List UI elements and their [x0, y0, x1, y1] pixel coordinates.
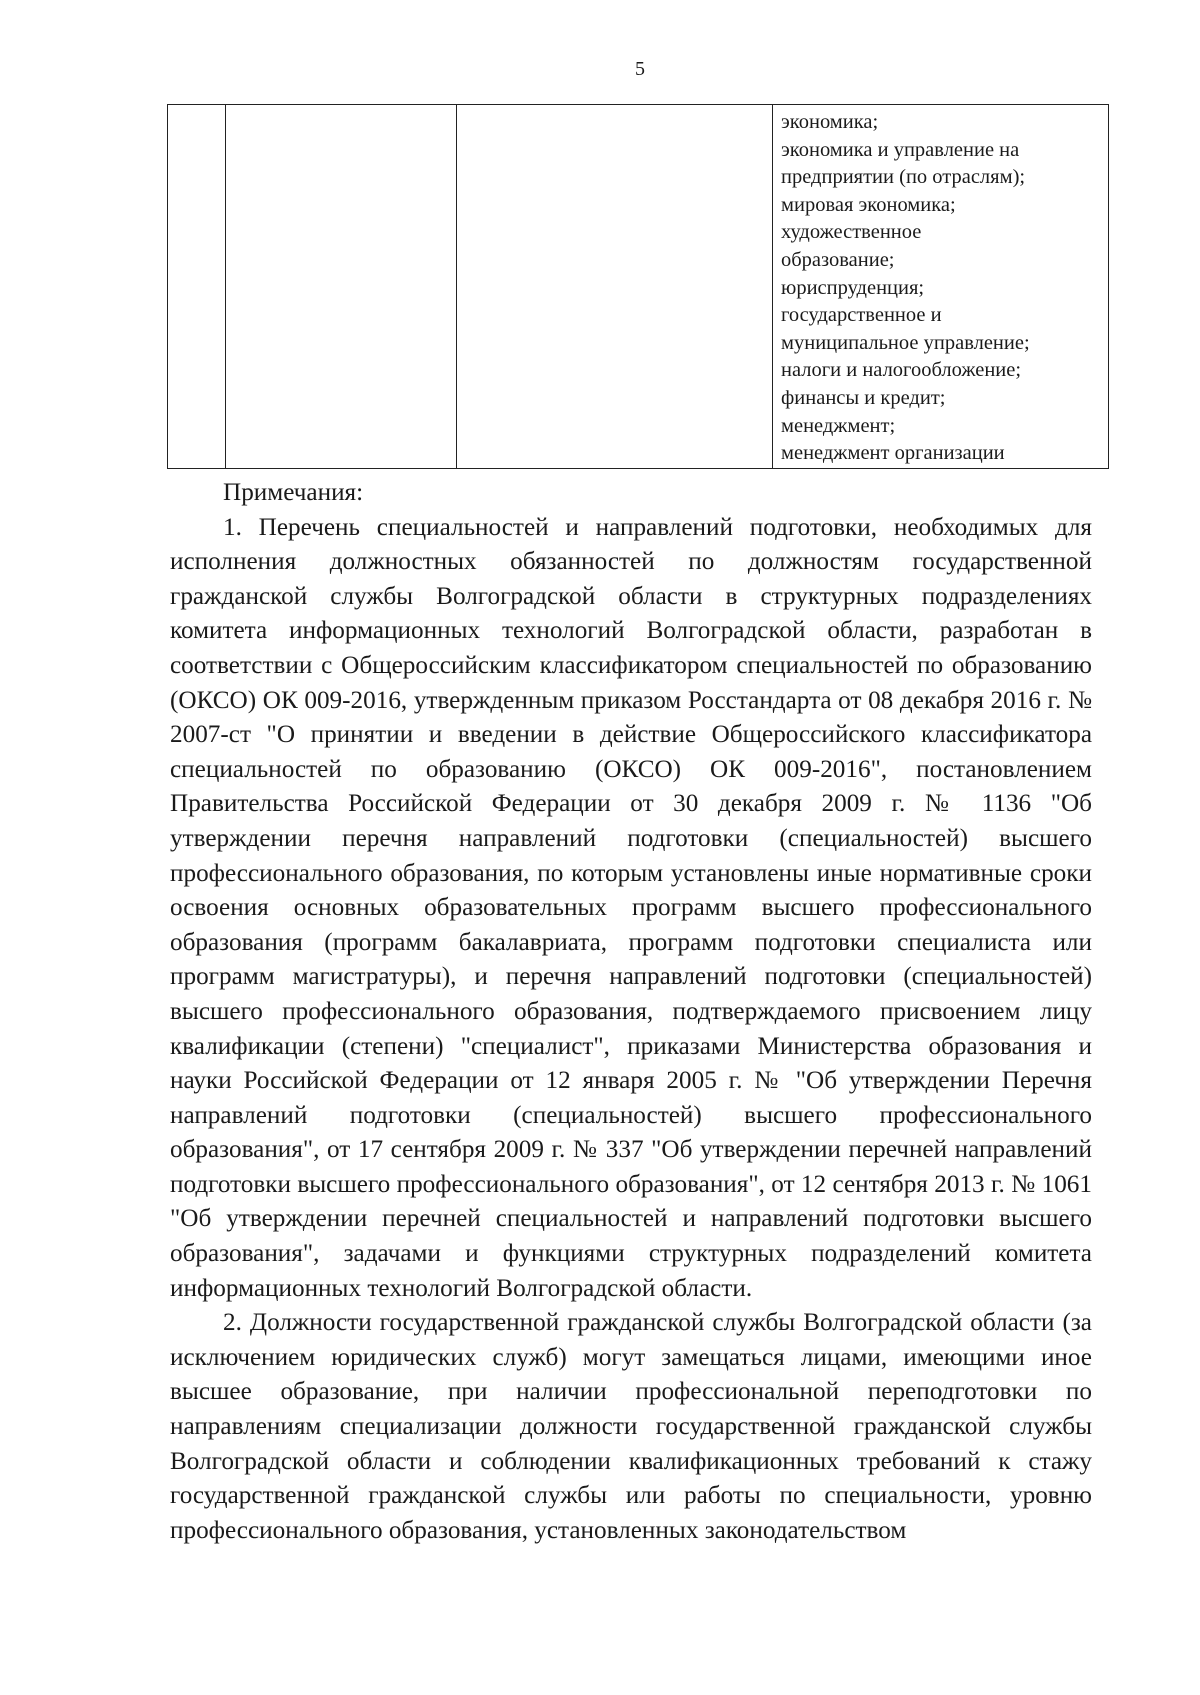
table-cell-position — [226, 105, 457, 469]
specialty-item: финансы и кредит; — [781, 386, 946, 409]
specialty-item: менеджмент организации — [781, 442, 1005, 465]
specialty-item: государственное и — [781, 304, 942, 327]
specialty-item: экономика; — [781, 111, 879, 133]
specialty-item: муниципальное управление; — [781, 331, 1030, 354]
specialty-item: менеджмент; — [781, 414, 896, 437]
table-cell-number — [168, 105, 226, 469]
notes-section — [170, 476, 1092, 1548]
table-cell-requirements — [457, 105, 773, 469]
notes-title: Примечания: — [223, 479, 364, 506]
table-cell-specialties — [773, 105, 1109, 469]
specialty-item: предприятии (по отраслям); — [781, 166, 1026, 189]
note-paragraph-1: 1. Перечень специальностей и направлений подготовки, необходимых для исполнения должностных обязанностей по должностям государственной гражданской службы Волгоградской области в структурных подразделениях комитета информационных технологий Волгоградской области, разработан в соответствии с Общероссийским классификатором специальностей по образованию (ОКСО) ОК 009-2016, утвержденным приказом Росстандарта от 08 декабря 2016 г. № 2007-ст "О принятии и введении в действие Общероссийского классификатора специальностей по образованию (ОКСО) ОК 009-2016", постановлением Правительства Российской Федерации от 30 декабря 2009 г. № 1136 "Об утверждении перечня направлений подготовки (специальностей) высшего профессионального образования, по которым установлены иные нормативные сроки освоения основных образовательных программ высшего профессионального образования (программ бакалавриата, программ подготовки специалиста или программ магистратуры), и перечня направлений подготовки (специальностей) высшего профессионального образования, подтверждаемого присвоением лицу квалификации (степени) "специалист", приказами Министерства образования и науки Российской Федерации от 12 января 2005 г. № "Об утверждении Перечня направлений подготовки (специальностей) высшего профессионального образования", от 17 сентября 2009 г. № 337 "Об утверждении перечней направлений подготовки высшего профессионального образования", от 12 сентября 2013 г. № 1061 "Об утверждении перечней специальностей и направлений подготовки высшего образования", задачами и функциями структурных подразделений комитета информационных технологий Волгоградской области. — [170, 513, 1092, 1302]
specialty-item: экономика и управление на — [781, 138, 1020, 161]
specialty-item: мировая экономика; — [781, 193, 956, 216]
specialty-item: налоги и налогообложение; — [781, 359, 1022, 382]
specialties-table — [167, 104, 1109, 469]
note-paragraph-2: 2. Должности государственной гражданской службы Волгоградской области (за исключением юридических служб) могут замещаться лицами, имеющими иное высшее образование, при наличии профессиональной переподготовки по направлениям специализации должности государственной гражданской службы Волгоградской области и соблюдении квалификационных требований к стажу государственной гражданской службы или работы по специальности, уровню профессионального образования, установленных законодательством — [170, 1309, 1092, 1544]
specialty-item: образование; — [781, 248, 895, 271]
table-row — [168, 105, 1109, 469]
page-number: 5 — [635, 58, 645, 80]
specialty-item: художественное — [781, 221, 922, 244]
specialty-item: юриспруденция; — [781, 276, 925, 299]
